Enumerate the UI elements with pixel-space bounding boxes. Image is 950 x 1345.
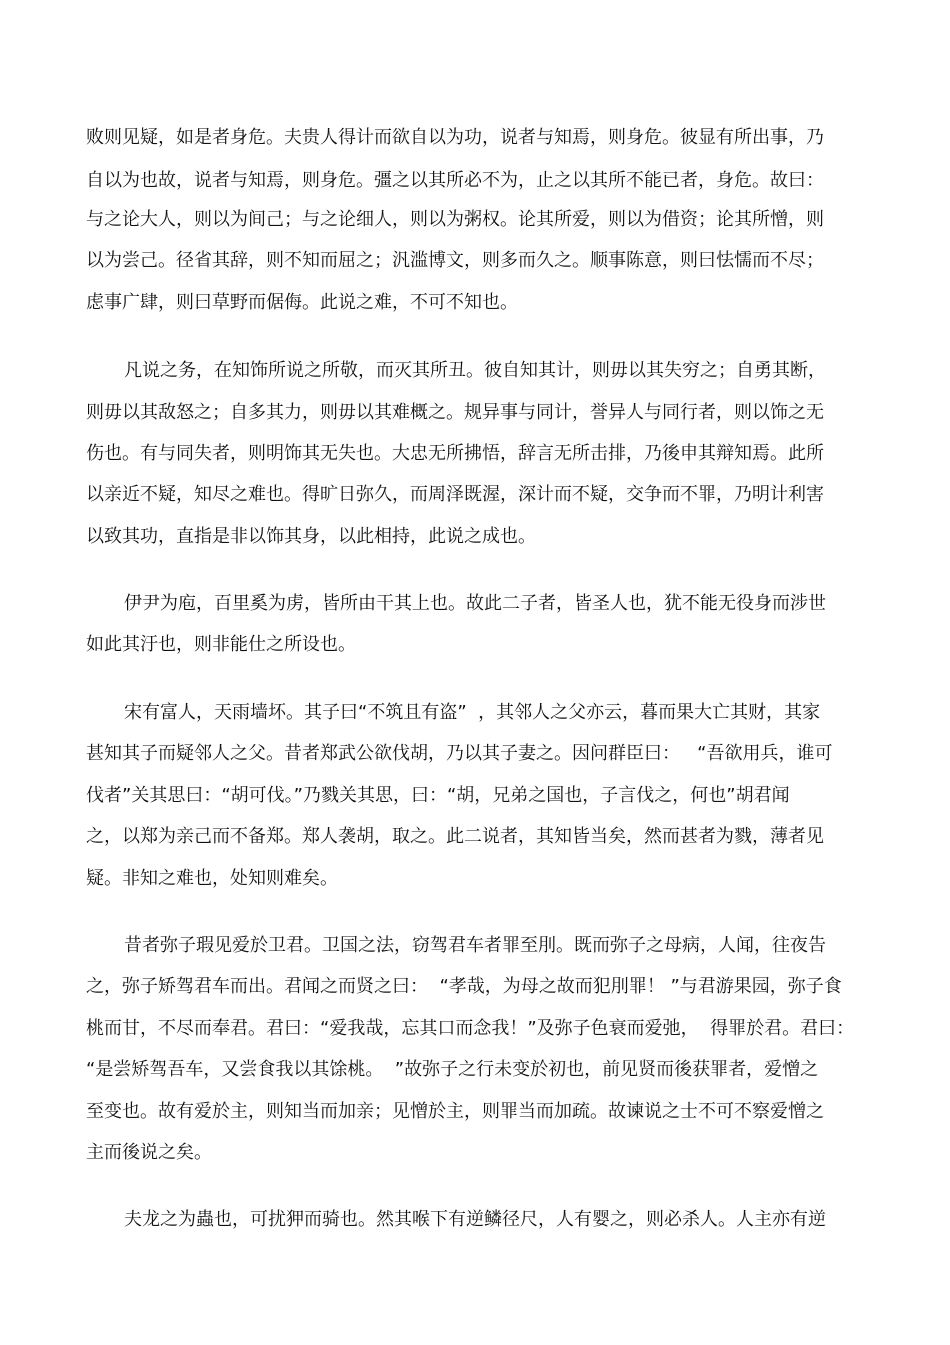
text-line: 以致其功，直指是非以饰其身，以此相持，此说之成也。 (86, 526, 536, 547)
text-line: 至变也。故有爱於主，则知当而加亲；见憎於主，则罪当而加疏。故谏说之士不可不察爱憎之 (86, 1101, 824, 1122)
text-line: 主而後说之矣。 (86, 1142, 212, 1163)
text-line: 凡说之务，在知饰所说之所敬，而灭其所丑。彼自知其计，则毋以其失穷之；自勇其断， (124, 360, 826, 381)
text-line: 则毋以其敌怒之；自多其力，则毋以其难概之。规异事与同计，誉异人与同行者，则以饰之无 (86, 402, 824, 423)
text-line: 甚知其子而疑邻人之父。昔者郑武公欲伐胡，乃以其子妻之。因问群臣曰： “吾欲用兵，谁可 (86, 743, 833, 764)
text-line: 昔者弥子瑕见爱於卫君。卫国之法，窃驾君车者罪至刖。既而弥子之母病，人闻，往夜告 (124, 935, 826, 956)
text-line: 之，以郑为亲己而不备郑。郑人袭胡，取之。此二说者，其知皆当矣，然而甚者为戮，薄者见 (86, 826, 824, 847)
text-line: 以为尝己。径省其辞，则不知而屈之；汎滥博文，则多而久之。顺事陈意，则曰怯懦而不尽； (86, 250, 824, 271)
text-line: 以亲近不疑，知尽之难也。得旷日弥久，而周泽既渥，深计而不疑，交争而不罪，乃明计利害 (86, 484, 824, 505)
text-line: 败则见疑，如是者身危。夫贵人得计而欲自以为功，说者与知焉，则身危。彼显有所出事，乃 (86, 127, 824, 148)
text-line: 伊尹为庖，百里奚为虏，皆所由干其上也。故此二子者，皆圣人也，犹不能无役身而涉世 (124, 593, 826, 614)
text-line: 虑事广肆，则曰草野而倨侮。此说之难，不可不知也。 (86, 292, 518, 313)
text-line: 夫龙之为蟲也，可扰狎而骑也。然其喉下有逆鳞径尺，人有婴之，则必杀人。人主亦有逆 (124, 1209, 826, 1230)
text-line: 宋有富人，天雨墙坏。其子曰“不筑且有盗” ，其邻人之父亦云，暮而果大亡其财，其家 (124, 702, 821, 723)
text-line: 与之论大人，则以为间己；与之论细人，则以为粥权。论其所爱，则以为借资；论其所憎，则 (86, 209, 824, 230)
text-line: 自以为也故，说者与知焉，则身危。彊之以其所必不为，止之以其所不能已者，身危。故曰： (86, 170, 824, 191)
text-line: 伤也。有与同失者，则明饰其无失也。大忠无所拂悟，辞言无所击排，乃後申其辩知焉。此所 (86, 443, 824, 464)
text-line: 伐者”关其思曰：“胡可伐。”乃戮关其思，曰：“胡，兄弟之国也，子言伐之，何也”胡君闻 (86, 785, 790, 806)
text-line: 之，弥子矫驾君车而出。君闻之而贤之曰： “孝哉，为母之故而犯刖罪！ ”与君游果园，弥子食 (86, 976, 842, 997)
text-line: 如此其汙也，则非能仕之所设也。 (86, 634, 356, 655)
text-line: “是尝矫驾吾车，又尝食我以其馀桃。 ”故弥子之行未变於初也，前见贤而後获罪者，爱憎之 (86, 1059, 819, 1080)
text-line: 疑。非知之难也，处知则难矣。 (86, 868, 338, 889)
text-line: 桃而甘，不尽而奉君。君曰：“爱我哉，忘其口而念我！”及弥子色衰而爱弛， 得罪於君。君曰： (86, 1018, 855, 1039)
